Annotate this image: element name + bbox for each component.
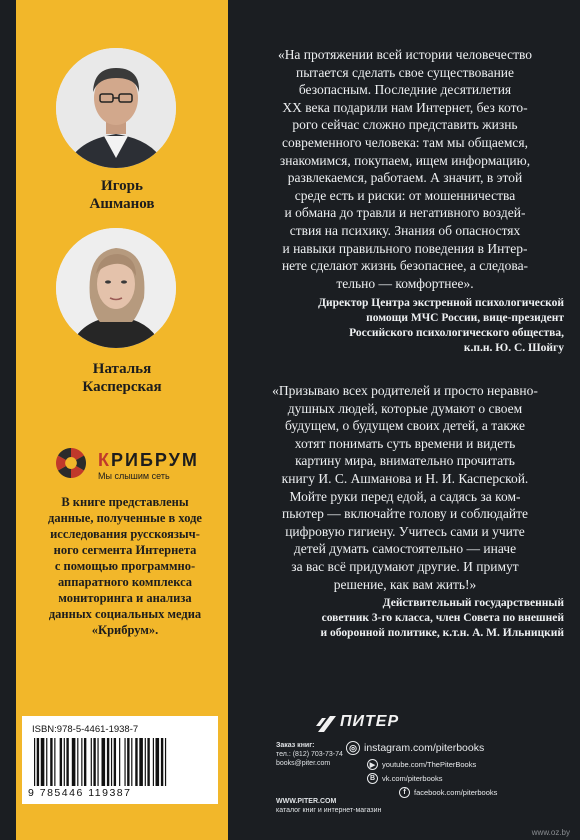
- note-line: ного сегмента Интернета: [53, 543, 197, 557]
- quote-ilnitsky: [240, 382, 570, 593]
- social-link-text: instagram.com/piterbooks: [364, 742, 485, 754]
- author-first-name: Наталья: [92, 361, 152, 377]
- website-desc: каталог книг и интернет-магазин: [276, 807, 382, 814]
- piter-logo-icon: [316, 714, 338, 734]
- note-line: с помощью программно-: [54, 559, 196, 573]
- left-yellow-panel: [16, 0, 228, 840]
- wordmark-rest: РИБРУМ: [111, 450, 199, 470]
- wordmark-first-letter: К: [98, 450, 111, 470]
- social-link-text: youtube.com/ThePiterBooks: [382, 760, 477, 769]
- piter-logo: [316, 712, 436, 736]
- attribution-line: помощи МЧС России, вице-президент: [366, 312, 564, 324]
- kribrum-wordmark: [98, 450, 199, 471]
- note-line: данные, полученные в ходе: [48, 511, 202, 525]
- social-link-youtube[interactable]: [367, 759, 476, 770]
- social-link-text: facebook.com/piterbooks: [414, 788, 498, 797]
- order-info: [276, 741, 343, 768]
- quote-line: тельно — комфортнее».: [336, 275, 474, 291]
- quote-line: рого сейчас сложно представить жизнь: [292, 117, 518, 133]
- attribution-line: Российского психологического общества,: [349, 327, 564, 339]
- instagram-icon: ◎: [346, 741, 360, 755]
- social-link-vk[interactable]: [367, 773, 442, 784]
- quote-line: и навыки правильного поведения в Интер-: [282, 240, 528, 256]
- quote-line: ствия на психику. Знания об опасностях: [289, 222, 521, 238]
- vk-icon: B: [367, 773, 378, 784]
- kribrum-logo: [54, 446, 224, 486]
- quote-line: нете сделают жизнь безопаснее, а следова-: [281, 258, 529, 274]
- barcode-digits: 9 785446 119387: [28, 787, 132, 799]
- kribrum-tagline: Мы слышим сеть: [98, 471, 170, 481]
- quote-line: картину мира, внимательно прочитать: [295, 453, 515, 469]
- quote-line: душных людей, которые думают о своем: [287, 400, 523, 416]
- quote-line: книгу И. С. Ашманова и Н. И. Касперской.: [281, 470, 529, 486]
- quote-shoygu: [240, 46, 570, 292]
- author-last-name: Ашманов: [89, 196, 155, 212]
- attribution-line: Действительный государственный: [382, 597, 564, 609]
- watermark: www.oz.by: [531, 828, 570, 837]
- note-line: данных социальных медиа: [48, 607, 202, 621]
- author-name-1: [16, 177, 228, 213]
- quote-line: «На протяжении всей истории человечество: [277, 47, 533, 62]
- quote-line: XX века подарили нам Интернет, без кото-: [282, 99, 528, 115]
- quote-line: развлекаемся, работаем. А значит, в этой: [287, 170, 523, 186]
- social-link-text: vk.com/piterbooks: [382, 774, 443, 783]
- quote-line: безопасным. Последние десятилетия: [298, 82, 512, 98]
- quote-line: хотят понимать суть времени и видеть: [294, 435, 516, 451]
- author-photo-kasperskaya: [56, 228, 176, 348]
- publisher-name: ПИТЕР: [340, 713, 400, 730]
- note-line: аппаратного комплекса: [57, 575, 193, 589]
- note-line: исследования русскоязыч-: [50, 527, 200, 541]
- research-note: [34, 494, 216, 638]
- isbn-label: ISBN:978-5-4461-1938-7: [32, 724, 139, 735]
- social-link-instagram[interactable]: [346, 741, 484, 755]
- facebook-icon: f: [399, 787, 410, 798]
- attribution-line: к.п.н. Ю. С. Шойгу: [463, 342, 564, 354]
- attribution-line: и оборонной политике, к.т.н. А. М. Ильницкий: [320, 627, 564, 639]
- barcode-bars: [32, 738, 208, 786]
- quote-line: пытается сделать свое существование: [295, 64, 515, 80]
- youtube-icon: ▶: [367, 759, 378, 770]
- author-name-2: [16, 360, 228, 396]
- attribution-line: советник 3-го класса, член Совета по внешней: [321, 612, 564, 624]
- quote-line: пьютер — включайте голову и соблюдайте: [282, 506, 528, 522]
- quote-line: знакомимся, покупаем, ищем информацию,: [279, 152, 531, 168]
- order-label: Заказ книг:: [276, 742, 315, 749]
- note-line: В книге представлены: [61, 495, 189, 509]
- kribrum-logo-icon: [54, 446, 88, 480]
- author-last-name: Касперская: [82, 379, 162, 395]
- website-info: [276, 797, 381, 815]
- attribution-line: Директор Центра экстренной психологической: [318, 297, 564, 309]
- order-phone: тел.: (812) 703-73-74: [276, 751, 343, 758]
- author-first-name: Игорь: [101, 178, 143, 194]
- social-link-facebook[interactable]: [399, 787, 497, 798]
- quote-line: среде есть и риски: от мошенничества: [294, 187, 516, 203]
- quote-line: детей думать самостоятельно — иначе: [293, 541, 517, 557]
- quote-line: решение, как вам жить!»: [333, 576, 477, 592]
- website-link[interactable]: WWW.PITER.COM: [276, 798, 337, 805]
- order-email[interactable]: books@piter.com: [276, 760, 331, 767]
- attribution-shoygu: [224, 296, 564, 356]
- quote-line: «Призываю всех родителей и просто неравно-: [272, 383, 538, 398]
- author-photo-ashmanov: [56, 48, 176, 168]
- quote-line: современного человека: там мы общаемся,: [281, 134, 529, 150]
- isbn-barcode: [22, 716, 218, 804]
- quote-line: за вас всё придумают другие. И примут: [291, 558, 519, 574]
- quote-line: Мойте руки перед едой, а садясь за ком-: [289, 488, 521, 504]
- note-line: «Крибрум».: [91, 623, 159, 637]
- quote-line: и обмана до травли и негативного воздей-: [284, 205, 526, 221]
- note-line: мониторинга и анализа: [58, 591, 192, 605]
- quote-line: будущем, о будущем своих детей, а также: [284, 418, 526, 434]
- quote-line: цифровую гигиену. Учитесь сами и учите: [285, 523, 525, 539]
- attribution-ilnitsky: [224, 596, 564, 641]
